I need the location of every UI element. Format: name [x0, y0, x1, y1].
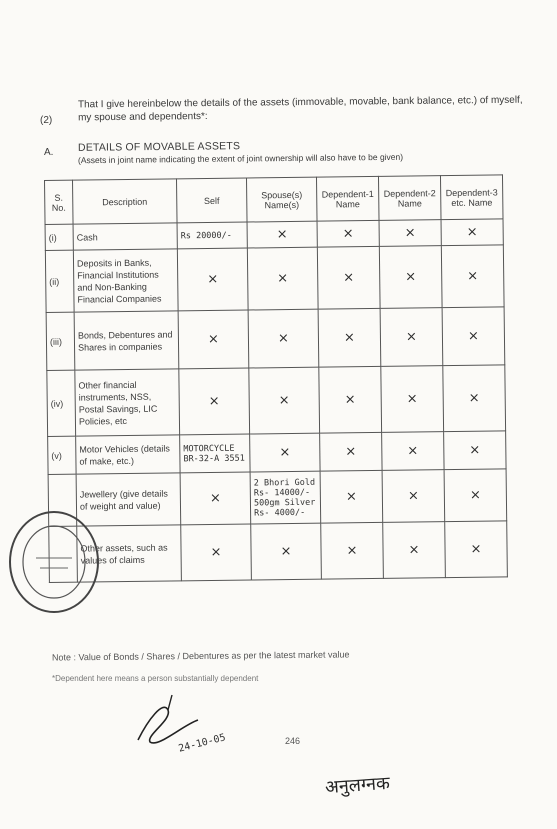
- row-description: Deposits in Banks, Financial Institutions and Non-Banking Financial Companies: [73, 249, 178, 312]
- row-spouse: ×: [248, 309, 319, 368]
- header-dependent-2: Dependent-2 Name: [378, 176, 441, 221]
- movable-assets-table: [44, 174, 508, 583]
- row-self: Rs 20000/-: [177, 222, 247, 249]
- table-row: [47, 365, 506, 437]
- row-spouse: ×: [249, 367, 320, 434]
- header-sno: S. No.: [45, 180, 74, 224]
- row-dependent-3: ×: [441, 245, 504, 308]
- row-spouse: ×: [247, 221, 317, 248]
- row-dependent-1: ×: [320, 432, 382, 471]
- signature-date: 24-10-05: [177, 732, 227, 755]
- row-description: Motor Vehicles (details of make, etc.): [76, 435, 180, 474]
- row-dependent-3: ×: [441, 219, 503, 246]
- header-dependent-1: Dependent-1 Name: [316, 176, 379, 221]
- table-header-row: [45, 175, 504, 225]
- row-dependent-2: ×: [383, 522, 446, 579]
- market-value-note: Note : Value of Bonds / Shares / Debentures as per the latest market value: [51, 649, 350, 663]
- official-stamp: [6, 508, 102, 616]
- row-sno: (i): [45, 224, 73, 250]
- row-dependent-1: ×: [317, 246, 380, 309]
- intro-text: That I give hereinbelow the details of the assets (immovable, movable, bank balance, etc.) of myself, my spouse and dependents*:: [77, 94, 523, 124]
- row-dependent-2: ×: [382, 432, 444, 471]
- row-self: ×: [177, 248, 248, 311]
- table-row: [48, 469, 507, 527]
- header-dependent-3: Dependent-3 etc. Name: [440, 175, 503, 220]
- section-letter: A.: [44, 147, 54, 158]
- header-spouse: Spouse(s) Name(s): [246, 177, 317, 222]
- row-dependent-3: ×: [445, 521, 508, 578]
- row-dependent-3: ×: [444, 469, 507, 522]
- table-row: [45, 245, 504, 313]
- header-description: Description: [73, 179, 178, 224]
- row-dependent-2: ×: [382, 470, 445, 523]
- row-description: Other assets, such as values of claims: [77, 525, 182, 582]
- row-self: MOTORCYCLE BR-32-A 3551: [180, 434, 250, 473]
- row-description: Bonds, Debentures and Shares in companies: [74, 311, 179, 370]
- table-row: [46, 307, 505, 371]
- row-dependent-2: ×: [381, 366, 444, 433]
- row-description: Other financial instruments, NSS, Postal Savings, LIC Policies, etc: [75, 369, 180, 436]
- header-self: Self: [176, 178, 247, 223]
- row-dependent-3: ×: [444, 431, 506, 470]
- row-spouse: ×: [247, 247, 318, 310]
- table-row: [48, 431, 506, 475]
- row-self: ×: [180, 472, 251, 525]
- dependent-footnote: *Dependent here means a person substantially dependent: [52, 674, 259, 683]
- page-reference: 246: [285, 736, 301, 746]
- row-sno: (iii): [46, 312, 75, 370]
- row-dependent-1: ×: [319, 366, 382, 433]
- row-spouse: ×: [250, 433, 320, 472]
- section-title: DETAILS OF MOVABLE ASSETS: [77, 140, 241, 154]
- row-description: Cash: [73, 223, 177, 250]
- row-self: ×: [178, 310, 249, 369]
- row-dependent-2: ×: [380, 308, 443, 367]
- row-spouse: 2 Bhori Gold Rs- 14000/- 500gm Silver Rs- 4000/-: [250, 471, 321, 524]
- row-self: ×: [179, 368, 250, 435]
- table-row: [49, 521, 508, 583]
- row-dependent-2: ×: [379, 220, 441, 247]
- row-dependent-1: ×: [318, 308, 381, 367]
- row-dependent-2: ×: [379, 246, 442, 309]
- row-self: ×: [181, 524, 252, 581]
- row-sno: (ii): [45, 250, 74, 312]
- row-dependent-1: ×: [321, 522, 384, 579]
- annexure-mark: अनुलग्नक: [324, 772, 391, 799]
- row-dependent-3: ×: [443, 365, 506, 432]
- row-sno: (v): [48, 436, 76, 474]
- row-description: Jewellery (give details of weight and value): [76, 473, 181, 526]
- row-dependent-1: ×: [320, 470, 383, 523]
- intro-number: (2): [40, 115, 53, 126]
- row-spouse: ×: [251, 523, 322, 580]
- row-dependent-1: ×: [317, 220, 379, 247]
- section-note: (Assets in joint name indicating the extent of joint ownership will also have to be given): [77, 151, 404, 166]
- row-dependent-3: ×: [442, 307, 505, 366]
- row-sno: (iv): [47, 370, 76, 436]
